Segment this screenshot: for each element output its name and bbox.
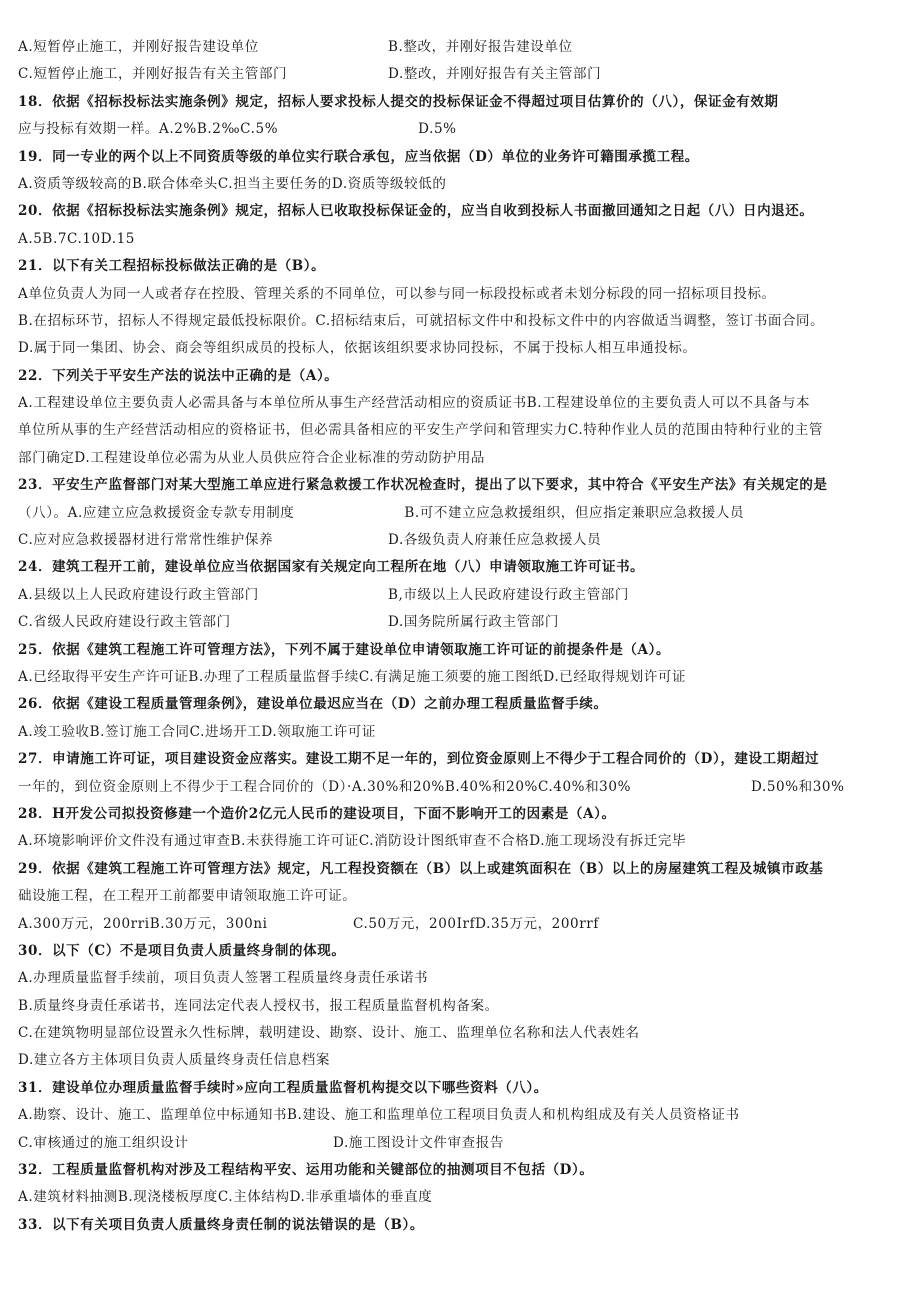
question-18: 18．依据《招标投标法实施条例》规定，招标人要求投标人提交的投标保证金不得超过项目估算价的（八），保证金有效期 — [18, 93, 779, 110]
question-21: 21．以下有关工程招标投标做法正确的是（B）。 — [18, 258, 326, 275]
question-30: 30．以下（C）不是项目负责人质量终身制的体现。 — [18, 942, 346, 959]
question-25: 25．依据《建筑工程施工许可管理方法》，下列不属于建设单位申请领取施工许可证的前提条件是（A）。 — [18, 641, 671, 658]
option-line: A.建筑材料抽测B.现浇楼板厚度C.主体结构D.非承重墙体的垂直度 — [18, 1189, 433, 1206]
question-19: 19．同一专业的两个以上不同资质等级的单位实行联合承包，应当依据（D）单位的业务许可籍围承揽工程。 — [18, 148, 699, 165]
option-line: A.短暂停止施工，并刚好报告建设单位 B.整改，并刚好报告建设单位 — [18, 39, 573, 55]
question-33: 33．以下有关项目负责人质量终身责任制的说法错误的是（B）。 — [18, 1216, 424, 1233]
option-line: A.环境影响评价文件没有通过审查B.未获得施工许可证C.消防设计图纸审查不合格D.施工现场没有拆迁完毕 — [18, 833, 687, 850]
question-24: 24．建筑工程开工前，建设单位应当依据国家有关规定向工程所在地（八）申请领取施工许可证书。 — [18, 559, 645, 576]
question-28: 28．H开发公司拟投资修建一个造价2亿元人民币的建设项目，下面不影响开工的因素是（A）。 — [18, 805, 616, 822]
option-line: C.省级人民政府建设行政主管部门 D.国务院所属行政主管部门 — [18, 614, 559, 631]
question-29: 29．依据《建筑工程施工许可管理方法》规定，凡工程投资额在（B）以上或建筑面积在（B）以上的房屋建筑工程及城镇市政基 — [18, 860, 824, 877]
question-22: 22．下列关于平安生产法的说法中正确的是（A）。 — [18, 367, 339, 384]
option-line: A.资质等级较高的B.联合体牵头C.担当主要任务的D.资质等级较低的 — [18, 175, 447, 192]
option-line: B.在招标环节，招标人不得规定最低投标限价。C.招标结束后，可就招标文件中和投标文件中的内容做适当调整，签订书面合同。 — [18, 312, 825, 329]
option-line: A.勘察、设计、施工、监理单位中标通知书B.建设、施工和监理单位工程项目负责人和机构组成及有关人员资格证书 — [18, 1107, 740, 1124]
question-27: 27．申请施工许可证，项目建设资金应落实。建设工期不足一年的，到位资金原则上不得少于工程合同价的（D），建设工期超过 — [18, 751, 820, 768]
question-26: 26．依据《建设工程质量管理条例》，建设单位最迟应当在（D）之前办理工程质量监督手续。 — [18, 696, 608, 713]
question-31: 31．建设单位办理质量监督手续时»应向工程质量监督机构提交以下哪些资料（八）。 — [18, 1079, 548, 1096]
question-23: 23．平安生产监督部门对某大型施工单应进行紧急救援工作状况检查时，提出了以下要求，其中符合《平安生产法》有关规定的是 — [18, 477, 828, 494]
option-line: 部门确定D.工程建设单位必需为从业人员供应符合企业标准的劳动防护用品 — [18, 449, 486, 466]
option-line: A.工程建设单位主要负责人必需具备与本单位所从事生产经营活动相应的资质证书B.工程建设单位的主要负责人可以不具备与本 — [18, 395, 811, 412]
option-line: D.建立各方主体项目负责人质量终身责任信息档案 — [18, 1052, 330, 1069]
option-line: 单位所从事的生产经营活动相应的资格证书，但必需具备相应的平安生产学问和管理实力C.特种作业人员的范围由特种行业的主管 — [18, 422, 823, 439]
option-line: A.300万元，200rriB.30万元，300ni C.50万元，200IrfD.35万元，200rrf — [18, 915, 599, 932]
option-line: A.5B.7C.10D.15 — [18, 230, 135, 247]
option-line: C.应对应急救援器材进行常常性维护保养 D.各级负责人府兼任应急救援人员 — [18, 532, 602, 549]
option-line: A单位负责人为同一人或者存在控股、管理关系的不同单位，可以参与同一标段投标或者未划分标段的同一招标项目投标。 — [18, 285, 776, 302]
option-line: C.短暂停止施工，并刚好报告有关主管部门 D.整改，并刚好报告有关主管部门 — [18, 66, 602, 83]
option-line: （八）。A.应建立应急救援资金专款专用制度 B.可不建立应急救援组织，但应指定兼职应急救援人员 — [18, 504, 745, 521]
question-text-line: 础设施工程，在工程开工前都要申请领取施工许可证。 — [18, 888, 357, 905]
option-line: A.县级以上人民政府建设行政主管部门 B,市级以上人民政府建设行政主管部门 — [18, 586, 630, 603]
option-line: A.已经取得平安生产许可证B.办理了工程质量监督手续C.有满足施工须要的施工图纸D.已经取得规划许可证 — [18, 668, 687, 685]
document-page — [18, 34, 908, 1239]
question-text-line: 应与投标有效期一样。A.2%B.2‰C.5% D.5% — [18, 121, 457, 138]
option-line: C.审核通过的施工组织设计 D.施工图设计文件审查报告 — [18, 1134, 504, 1151]
option-line: 一年的，到位资金原则上不得少于工程合同价的（D）·A.30%和20%B.40%和20%C.40%和30% D.50%和30% — [18, 778, 845, 795]
option-line: A.竣工验收B.签订施工合同C.进场开工D.领取施工许可证 — [18, 723, 376, 740]
option-line: B.质量终身责任承诺书，连同法定代表人授权书，报工程质量监督机构备案。 — [18, 997, 499, 1014]
option-line: D.属于同一集团、协会、商会等组织成员的投标人，依据该组织要求协同投标，不属于投标人相互串通投标。 — [18, 340, 697, 357]
question-20: 20．依据《招标投标法实施条例》规定，招标人已收取投标保证金的，应当自收到投标人书面撤回通知之日起（八）日内退还。 — [18, 203, 814, 220]
option-line: C.在建筑物明显部位设置永久性标牌，载明建设、勘察、设计、施工、监理单位名称和法人代表姓名 — [18, 1025, 640, 1042]
question-32: 32．工程质量监督机构对涉及工程结构平安、运用功能和关键部位的抽测项目不包括（D）。 — [18, 1162, 594, 1179]
option-line: A.办理质量监督手续前，项目负责人签署工程质量终身责任承诺书 — [18, 970, 429, 987]
